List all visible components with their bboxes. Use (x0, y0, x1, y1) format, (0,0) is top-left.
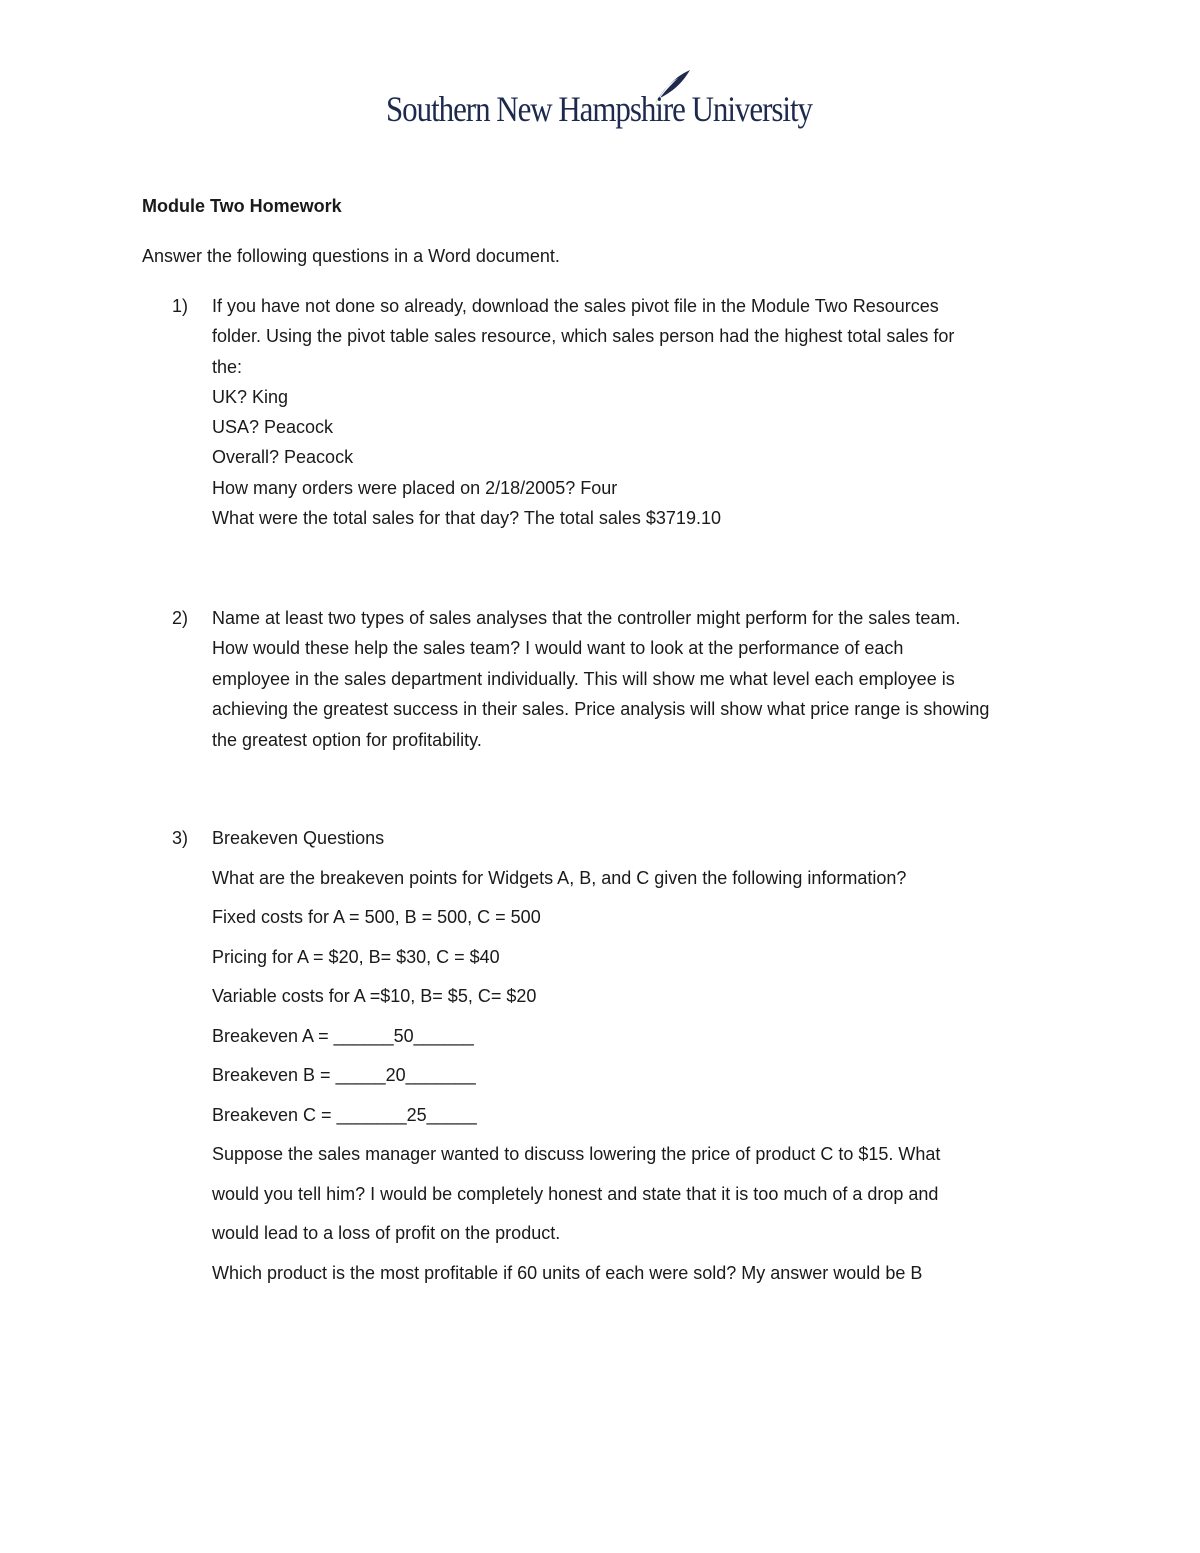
q1-answer-total: What were the total sales for that day? The total sales $3719.10 (212, 508, 721, 528)
q2-number: 2) (172, 608, 189, 628)
q2-line: the greatest option for profitability. (212, 730, 482, 750)
logo-text: Southern New Hampshire University (386, 89, 812, 129)
q1-answer-orders: How many orders were placed on 2/18/2005? Four (212, 478, 618, 498)
q3-pricing: Pricing for A = $20, B= $30, C = $40 (212, 947, 500, 967)
q1-number: 1) (172, 296, 189, 316)
q3-heading: Breakeven Questions (212, 828, 385, 848)
q3-number: 3) (172, 828, 189, 848)
q3-breakeven-c: Breakeven C = _______25_____ (212, 1105, 477, 1125)
q2-line: How would these help the sales team? I would want to look at the performance of each (212, 638, 904, 658)
q3-line: What are the breakeven points for Widgets A, B, and C given the following information? (212, 868, 907, 888)
intro-text: Answer the following questions in a Word document. (142, 246, 560, 266)
q3-fixed-costs: Fixed costs for A = 500, B = 500, C = 500 (212, 907, 541, 927)
q3-breakeven-b: Breakeven B = _____20_______ (212, 1065, 476, 1085)
q2-line: employee in the sales department individually. This will show me what level each employee is (212, 669, 955, 689)
q2-line: Name at least two types of sales analyses that the controller might perform for the sales team. (212, 608, 961, 628)
q1-line: If you have not done so already, download the sales pivot file in the Module Two Resources (212, 296, 939, 316)
q1-answer-uk: UK? King (212, 387, 289, 407)
university-logo (386, 68, 816, 140)
q3-line: Which product is the most profitable if 60 units of each were sold? My answer would be B (212, 1263, 923, 1283)
q2-line: achieving the greatest success in their sales. Price analysis will show what price range is showing (212, 699, 990, 719)
q3-variable-costs: Variable costs for A =$10, B= $5, C= $20 (212, 986, 537, 1006)
q1-line: the: (212, 357, 243, 377)
q3-line: would you tell him? I would be completely honest and state that it is too much of a drop and (212, 1184, 939, 1204)
q1-answer-overall: Overall? Peacock (212, 447, 354, 467)
q3-breakeven-a: Breakeven A = ______50______ (212, 1026, 474, 1046)
q3-line: would lead to a loss of profit on the product. (212, 1223, 561, 1243)
q3-line: Suppose the sales manager wanted to discuss lowering the price of product C to $15. What (212, 1144, 941, 1164)
q1-line: folder. Using the pivot table sales resource, which sales person had the highest total sales for (212, 326, 955, 346)
document-title: Module Two Homework (142, 196, 342, 216)
q1-answer-usa: USA? Peacock (212, 417, 334, 437)
